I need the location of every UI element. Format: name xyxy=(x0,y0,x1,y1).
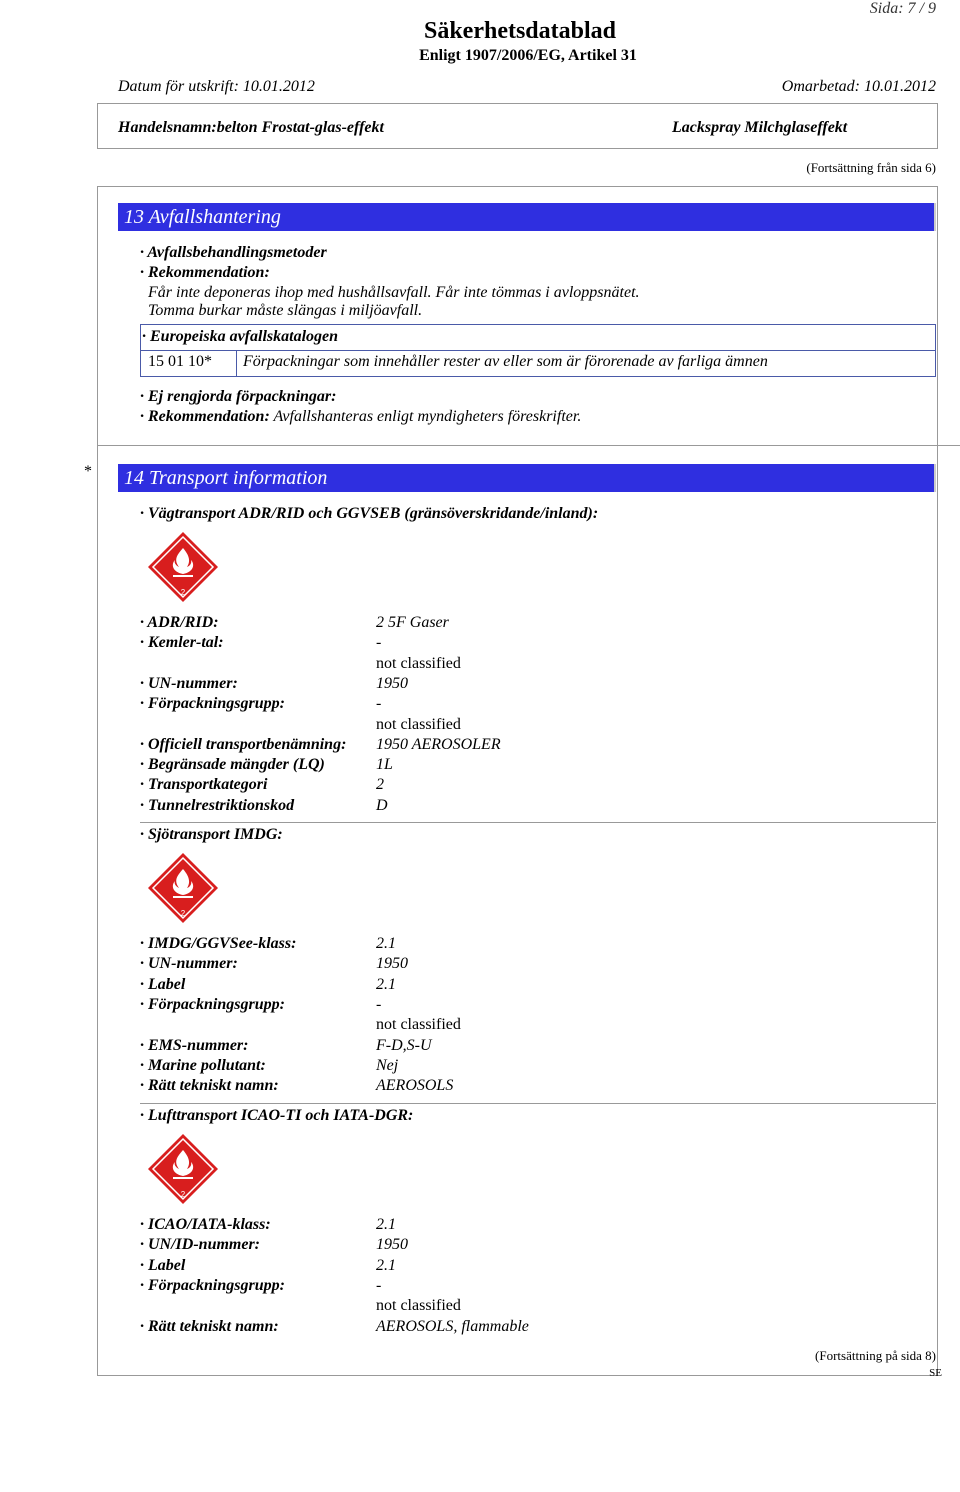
flammable-gas-hazard-icon xyxy=(146,1132,220,1206)
transport-field-value: 2.1 xyxy=(376,935,396,952)
transport-field-value: 2.1 xyxy=(376,975,396,993)
transport-field-value: not classified xyxy=(376,1016,461,1034)
page-number: Sida: 7 / 9 xyxy=(869,0,936,17)
transport-field-value: 2.1 xyxy=(376,1216,396,1233)
transport-field-value: AEROSOLS xyxy=(376,1077,454,1095)
transport-field-label: · ADR/RID: xyxy=(140,614,219,631)
transport-field-value: D xyxy=(376,796,388,814)
sea-air-divider xyxy=(140,1103,936,1104)
transport-field-value: - xyxy=(376,634,382,652)
recommendation-label: · Rekommendation: xyxy=(140,264,270,281)
section-13-header: 13 Avfallshantering xyxy=(118,203,936,231)
transport-field-value: 1950 xyxy=(376,674,408,692)
trade-name: Handelsnamn:belton Frostat-glas-effekt xyxy=(118,119,384,136)
recommendation-line-1: Får inte deponeras ihop med hushållsavfall. Får inte tömmas i avloppsnätet. xyxy=(148,284,640,301)
section-divider-left xyxy=(97,445,98,485)
transport-field-label: · UN-nummer: xyxy=(140,674,238,692)
transport-field-value: - xyxy=(376,1276,382,1294)
transport-field-label: · Label xyxy=(140,975,186,993)
transport-field-value: not classified xyxy=(376,1297,461,1315)
recommendation-2-label: · Rekommendation: xyxy=(140,408,270,425)
transport-field-label: · Förpackningsgrupp: xyxy=(140,1276,285,1294)
transport-field-label: · Marine pollutant: xyxy=(140,1056,266,1074)
road-sea-divider xyxy=(140,822,936,823)
country-code: SE xyxy=(929,1367,942,1379)
transport-field-value: AEROSOLS, flammable xyxy=(376,1317,529,1335)
transport-field-value: 1950 AEROSOLER xyxy=(376,735,501,753)
hazard-class-number: 2 xyxy=(180,1190,186,1199)
transport-field-value: 1950 xyxy=(376,955,408,973)
transport-field-value: F-D,S-U xyxy=(376,1036,432,1054)
waste-catalogue-label: · Europeiska avfallskatalogen xyxy=(142,328,339,345)
uncleaned-packaging-label: · Ej rengjorda förpackningar: xyxy=(140,388,337,405)
continued-from: (Fortsättning från sida 6) xyxy=(806,160,936,175)
transport-field-value: 1L xyxy=(376,756,393,774)
continued-on: (Fortsättning på sida 8) xyxy=(815,1348,936,1363)
sea-transport-title: · Sjötransport IMDG: xyxy=(140,826,283,843)
transport-field-label: · Officiell transportbenämning: xyxy=(140,735,347,753)
waste-methods: · Avfallsbehandlingsmetoder xyxy=(140,244,327,261)
revised-date: Omarbetad: 10.01.2012 xyxy=(781,78,936,95)
transport-field-value: 2 5F Gaser xyxy=(376,614,449,631)
print-date: Datum för utskrift: 10.01.2012 xyxy=(118,78,315,95)
recommendation-2 xyxy=(140,408,581,426)
waste-code: 15 01 10* xyxy=(148,353,212,370)
transport-field-label: · Förpackningsgrupp: xyxy=(140,695,285,713)
transport-field-label: · Begränsade mängder (LQ) xyxy=(140,756,325,774)
document-title: Säkerhetsdatablad xyxy=(423,18,617,44)
flammable-gas-hazard-icon xyxy=(146,530,220,604)
transport-field-value: 2.1 xyxy=(376,1256,396,1274)
recommendation-line-2: Tomma burkar måste slängas i miljöavfall. xyxy=(148,302,423,319)
transport-field-label: · IMDG/GGVSee-klass: xyxy=(140,935,297,952)
change-marker: * xyxy=(84,463,92,480)
recommendation-2-value: Avfallshanteras enligt myndigheters föreskrifter. xyxy=(273,408,582,425)
section-divider xyxy=(97,445,960,446)
transport-field-label: · UN-nummer: xyxy=(140,955,238,973)
document-subtitle: Enligt 1907/2006/EG, Artikel 31 xyxy=(419,47,637,64)
transport-field-label: · Förpackningsgrupp: xyxy=(140,995,285,1013)
transport-field-value: - xyxy=(376,995,382,1013)
section-14-header: 14 Transport information xyxy=(118,464,936,492)
hazard-class-number: 2 xyxy=(180,909,186,918)
transport-field-value: not classified xyxy=(376,654,461,672)
air-transport-title: · Lufttransport ICAO-TI och IATA-DGR: xyxy=(140,1107,414,1124)
transport-field-label: · ICAO/IATA-klass: xyxy=(140,1216,271,1233)
hazard-class-number: 2 xyxy=(180,588,186,597)
transport-field-label: · Rätt tekniskt namn: xyxy=(140,1317,279,1335)
transport-field-label: · Transportkategori xyxy=(140,776,268,794)
transport-field-label: · Kemler-tal: xyxy=(140,634,224,652)
transport-field-value: not classified xyxy=(376,715,461,733)
product-name: Lackspray Milchglaseffekt xyxy=(672,119,848,136)
transport-field-label: · Rätt tekniskt namn: xyxy=(140,1077,279,1095)
transport-field-label: · Label xyxy=(140,1256,186,1274)
transport-field-label: · Tunnelrestriktionskod xyxy=(140,796,295,814)
transport-field-value: Nej xyxy=(376,1056,399,1074)
transport-field-label: · UN/ID-nummer: xyxy=(140,1236,261,1254)
waste-code-description: Förpackningar som innehåller rester av eller som är förorenade av farliga ämnen xyxy=(243,353,768,370)
transport-field-value: 1950 xyxy=(376,1236,408,1254)
transport-field-value: 2 xyxy=(376,776,384,794)
transport-field-value: - xyxy=(376,695,382,713)
flammable-gas-hazard-icon xyxy=(146,851,220,925)
road-transport-title: · Vägtransport ADR/RID och GGVSEB (gränsöverskridande/inland): xyxy=(140,505,599,522)
transport-field-label: · EMS-nummer: xyxy=(140,1036,249,1054)
